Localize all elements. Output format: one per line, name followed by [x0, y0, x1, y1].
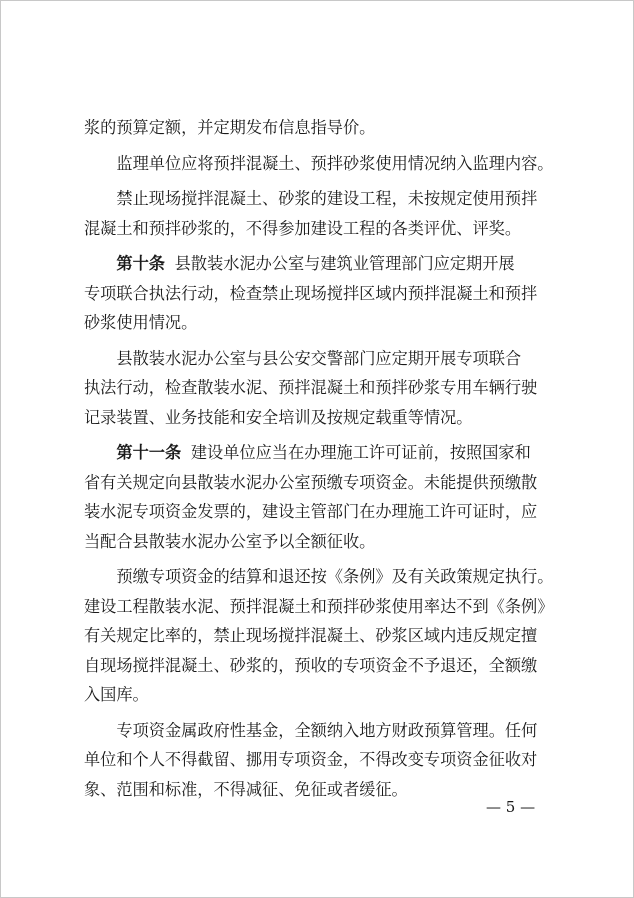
line-text: 混凝土和预拌砂浆的，不得参加建设工程的各类评优、评奖。 — [84, 218, 522, 238]
paragraph-line — [84, 621, 562, 651]
line-text: 省有关规定向县散装水泥办公室预缴专项资金。未能提供预缴散 — [84, 472, 538, 492]
paragraph-line — [84, 279, 562, 309]
article-number: 第十一条 — [116, 443, 182, 462]
paragraph-line — [84, 438, 562, 468]
line-text: 专项联合执法行动，检查禁止现场搅拌区域内预拌混凝土和预拌 — [84, 283, 538, 303]
paragraph — [84, 149, 562, 179]
paragraph-line — [84, 373, 562, 403]
line-text: 专项资金属政府性基金，全额纳入地方财政预算管理。任何 — [116, 720, 538, 740]
paragraph-line — [84, 562, 562, 592]
paragraph — [84, 184, 562, 243]
paragraph-line — [84, 113, 562, 143]
line-text: 砂浆使用情况。 — [84, 313, 198, 332]
line-text: 象、范围和标准，不得减征、免征或者缓征。 — [84, 779, 408, 799]
paragraph — [84, 344, 562, 433]
paragraph-line — [84, 716, 562, 746]
line-text: 建设工程散装水泥、预拌混凝土和预拌砂浆使用率达不到《条例》 — [84, 596, 554, 616]
paragraph-line — [84, 592, 562, 622]
line-text: 县散装水泥办公室与建筑业管理部门应定期开展 — [174, 254, 515, 273]
line-text: 禁止现场搅拌混凝土、砂浆的建设工程，未按规定使用预拌 — [116, 189, 538, 208]
article-paragraph — [84, 438, 562, 556]
line-text: 监理单位应将预拌混凝土、预拌砂浆使用情况纳入监理内容。 — [116, 153, 554, 173]
paragraph — [84, 562, 562, 710]
paragraph — [84, 716, 562, 805]
line-text: 预缴专项资金的结算和退还按《条例》及有关政策规定执行。 — [116, 567, 554, 586]
paragraph-line — [84, 497, 562, 527]
article-paragraph — [84, 249, 562, 338]
paragraph-line — [84, 184, 562, 214]
page-number: — 5 — — [486, 798, 536, 816]
paragraph-line — [84, 527, 562, 557]
paragraph-line — [84, 468, 562, 498]
line-text: 建设单位应当在办理施工许可证前，按照国家和 — [190, 443, 531, 462]
paragraph-line — [84, 745, 562, 775]
line-text: 执法行动，检查散装水泥、预拌混凝土和预拌砂浆专用车辆行驶 — [84, 378, 538, 397]
line-text: 县散装水泥办公室与县公安交警部门应定期开展专项联合 — [116, 348, 522, 368]
line-text: 浆的预算定额，并定期发布信息指导价。 — [84, 118, 376, 137]
paragraph-line — [84, 308, 562, 338]
line-text: 当配合县散装水泥办公室予以全额征收。 — [84, 531, 376, 551]
line-text: 装水泥专项资金发票的，建设主管部门在办理施工许可证时，应 — [84, 502, 538, 521]
line-text: 入国库。 — [84, 685, 149, 704]
line-text: 自现场搅拌混凝土、砂浆的，预收的专项资金不予退还，全额缴 — [84, 655, 538, 675]
paragraph — [84, 113, 562, 143]
paragraph-line — [84, 149, 562, 179]
document-body — [84, 113, 562, 804]
line-text: 有关规定比率的，禁止现场搅拌混凝土、砂浆区域内违反规定擅 — [84, 626, 538, 645]
paragraph-line — [84, 651, 562, 681]
paragraph-line — [84, 680, 562, 710]
paragraph-line — [84, 344, 562, 374]
paragraph-line — [84, 403, 562, 433]
article-number: 第十条 — [116, 254, 165, 273]
paragraph-line — [84, 214, 562, 244]
line-text: 记录装置、业务技能和安全培训及按规定载重等情况。 — [84, 407, 473, 427]
line-text: 单位和个人不得截留、挪用专项资金，不得改变专项资金征收对 — [84, 750, 538, 769]
paragraph-line — [84, 249, 562, 279]
